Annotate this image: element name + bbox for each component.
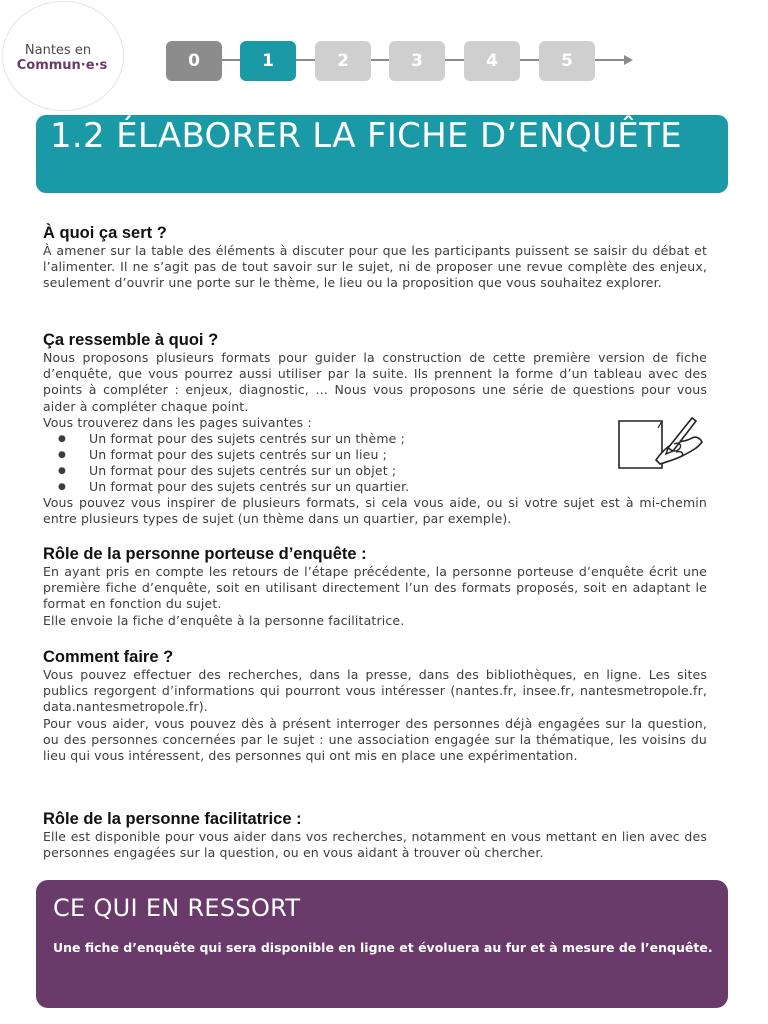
result-text: Une fiche d’enquête qui sera disponible en ligne et évoluera au fur et à mesure de l’enquête. — [53, 940, 713, 955]
section-heading: Comment faire ? — [43, 648, 174, 666]
step-5[interactable]: 5 — [539, 41, 595, 81]
section-text: Vous pouvez effectuer des recherches, dans la presse, dans des bibliothèques, en ligne. Les sites publics regorgent d’informations qui pourront vous intéresser (nantes.fr, insee.fr, nantesmetropole.fr, data.nantesmetropole.fr). — [43, 667, 707, 715]
step-0[interactable]: 0 — [166, 41, 222, 81]
result-box — [36, 880, 728, 1008]
logo-line1: Nantes en — [24, 43, 92, 58]
step-4[interactable]: 4 — [464, 41, 520, 81]
section-text: En ayant pris en compte les retours de l’étape précédente, la personne porteuse d’enquête écrit une première fiche d’enquête, soit en utilisant directement l’un des formats proposés, soit en adaptant le format en fonction du sujet. — [43, 564, 707, 612]
hand-writing-on-paper-icon — [616, 414, 706, 472]
section-role-facilitator — [43, 809, 707, 861]
section-text: Vous trouverez dans les pages suivantes : — [43, 414, 312, 430]
list-item: ● Un format pour des sujets centrés sur un objet ; — [43, 463, 707, 479]
section-text: Vous pouvez vous inspirer de plusieurs formats, si cela vous aide, ou si votre sujet est à mi-chemin entre plusieurs types de sujet (un thème dans un quartier, par exemple). — [43, 495, 707, 527]
step-progress — [166, 41, 636, 85]
section-text: Pour vous aider, vous pouvez dès à présent interroger des personnes déjà engagées sur la question, ou des personnes concernées par le sujet : une association engagée sur la thématique, les voisins du lieu qui vous intéressent, des personnes qui ont mis en place une expérimentation. — [43, 715, 707, 764]
list-item: ● Un format pour des sujets centrés sur un quartier. — [43, 479, 707, 495]
section-role-porter — [43, 544, 707, 629]
section-heading: Ça ressemble à quoi ? — [43, 331, 219, 349]
format-list — [43, 431, 707, 495]
title-band — [36, 115, 728, 193]
step-3[interactable]: 3 — [389, 41, 445, 81]
section-text: Elle envoie la fiche d’enquête à la personne facilitatrice. — [43, 612, 405, 628]
list-item: ● Un format pour des sujets centrés sur un lieu ; — [43, 447, 707, 463]
step-2[interactable]: 2 — [315, 41, 371, 81]
section-purpose — [43, 223, 707, 292]
step-1[interactable]: 1 — [240, 41, 296, 81]
section-heading: Rôle de la personne facilitatrice : — [43, 810, 302, 828]
section-text: Nous proposons plusieurs formats pour guider la construction de cette première version de fiche d’enquête, que vous pourrez aussi utiliser par la suite. Ils prennent la forme d’un tableau avec des points à compléter : enjeux, diagnostic, … Nous vous proposons une série de questions pour vous aider à compléter chaque point. — [43, 350, 707, 414]
logo — [2, 1, 124, 111]
logo-line2: Commun·e·s — [16, 58, 108, 73]
result-heading: CE QUI EN RESSORT — [53, 894, 301, 922]
section-how — [43, 647, 707, 764]
section-text: À amener sur la table des éléments à discuter pour que les participants puissent se saisir du débat et l’alimenter. Il ne s’agit pas de tout savoir sur le sujet, ni de proposer une revue complète des enjeux, seulement d’ouvrir une porte sur le thème, le lieu ou la proposition que vous souhaitez explorer. — [43, 243, 707, 291]
page-title: 1.2 ÉLABORER LA FICHE D’ENQUÊTE — [50, 116, 682, 156]
section-looks — [43, 330, 707, 527]
section-heading: À quoi ça sert ? — [43, 224, 167, 242]
section-text: Elle est disponible pour vous aider dans vos recherches, notamment en vous mettant en lien avec des personnes engagées sur la question, ou en vous aidant à trouver où chercher. — [43, 829, 707, 861]
list-item: ● Un format pour des sujets centrés sur un thème ; — [43, 431, 707, 447]
section-heading: Rôle de la personne porteuse d’enquête : — [43, 545, 367, 563]
arrow-right-icon — [624, 55, 633, 65]
